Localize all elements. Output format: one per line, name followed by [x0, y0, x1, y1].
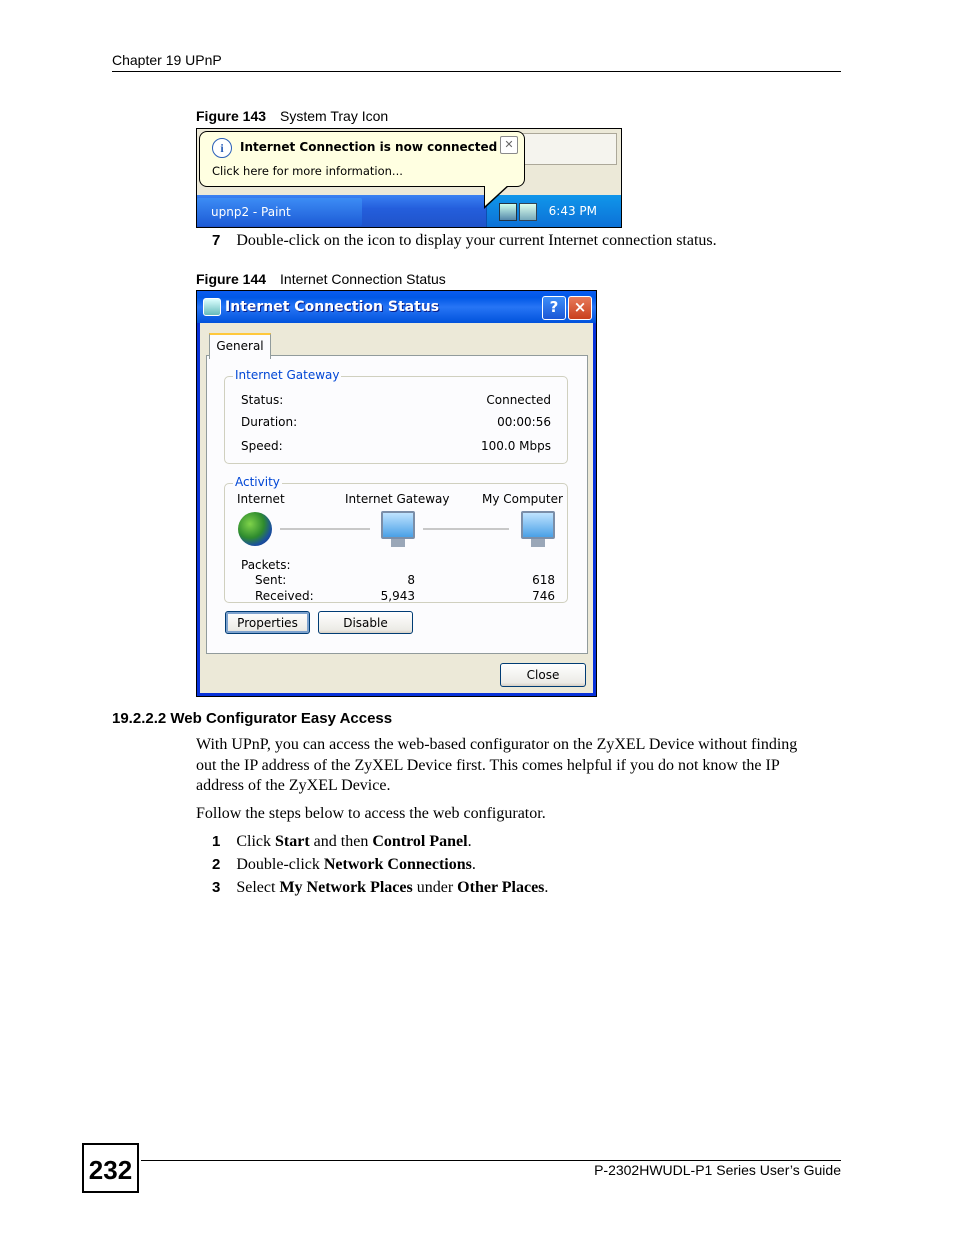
speed-value: 100.0 Mbps [480, 439, 551, 453]
taskbar-button-paint[interactable]: upnp2 - Paint [197, 198, 362, 226]
group-label: Internet Gateway [235, 368, 340, 382]
close-button[interactable]: Close [500, 663, 586, 687]
footer-guide-title: P-2302HWUDL-P1 Series User’s Guide [594, 1162, 841, 1178]
close-window-button[interactable]: × [568, 296, 592, 320]
tray-clock: 6:43 PM [548, 204, 597, 218]
step-text-part: . [467, 833, 472, 850]
figure-144-caption [196, 271, 446, 287]
general-tab-panel [206, 355, 588, 654]
step-number: 2 [212, 856, 221, 873]
step-number: 3 [212, 879, 221, 896]
taskbar [197, 195, 621, 228]
notification-balloon[interactable] [199, 131, 525, 187]
balloon-body: Click here for more information... [212, 164, 403, 178]
internet-globe-icon [238, 512, 272, 546]
step-text-part: Double-click [236, 856, 324, 873]
ui-term: Start [275, 833, 310, 850]
paragraph-line: With UPnP, you can access the web-based configurator on the ZyXEL Device without finding [196, 736, 798, 753]
dialog-titlebar[interactable] [197, 291, 596, 323]
packets-label: Packets: [241, 558, 291, 572]
link-line [280, 528, 370, 530]
sent-label: Sent: [255, 573, 287, 587]
internet-gateway-group [224, 368, 568, 464]
disable-button[interactable]: Disable [318, 611, 413, 634]
duration-label: Duration: [241, 415, 298, 429]
computer-column-label: My Computer [482, 492, 563, 506]
step-text-part: . [544, 879, 549, 896]
step-number: 7 [212, 232, 221, 249]
network-icon [203, 298, 221, 316]
step-text [236, 833, 471, 850]
ui-term: Control Panel [372, 833, 468, 850]
step-text [236, 879, 548, 896]
balloon-tail [485, 184, 509, 206]
balloon-close-icon[interactable]: ✕ [500, 136, 518, 154]
figure-143-label: Figure 143 [196, 108, 267, 124]
dialog-body [200, 323, 593, 693]
balloon-title: Internet Connection is now connected [240, 140, 498, 154]
page-number: 232 [82, 1143, 139, 1193]
step-3 [212, 879, 548, 897]
paragraph-line: address of the ZyXEL Device. [196, 777, 391, 794]
step-text [236, 856, 476, 873]
section-heading: 19.2.2.2 Web Configurator Easy Access [112, 710, 393, 727]
paragraph-line: out the IP address of the ZyXEL Device first. This comes helpful if you do not know the IP [196, 756, 780, 774]
group-label: Activity [235, 475, 280, 489]
ui-term: Network Connections [323, 856, 472, 873]
sent-gateway-value: 8 [407, 573, 415, 587]
info-icon: i [212, 138, 232, 158]
computer-stand [531, 539, 545, 547]
properties-button[interactable]: Properties [225, 611, 310, 634]
internet-connection-status-dialog [196, 290, 597, 697]
received-label: Received: [255, 589, 314, 603]
ui-term: Other Places [457, 879, 545, 896]
gateway-computer-icon [381, 511, 415, 539]
received-computer-value: 746 [532, 589, 555, 603]
figure-143-title: System Tray Icon [280, 108, 389, 124]
network-icon[interactable] [519, 203, 537, 221]
tab-general[interactable]: General [209, 333, 271, 359]
duration-value: 00:00:56 [497, 415, 551, 429]
speed-label: Speed: [241, 439, 283, 453]
dialog-title: Internet Connection Status [225, 299, 440, 315]
header-rule [112, 71, 841, 72]
activity-group [224, 475, 568, 603]
step-number: 1 [212, 833, 221, 850]
figure-143-caption [196, 108, 388, 124]
received-gateway-value: 5,943 [380, 589, 415, 603]
sent-computer-value: 618 [532, 573, 555, 587]
step-text-part: Select [236, 879, 280, 896]
link-line [423, 528, 509, 530]
gateway-column-label: Internet Gateway [345, 492, 450, 506]
figure-144-title: Internet Connection Status [280, 271, 446, 287]
step-text-part: Click [236, 833, 276, 850]
intro-paragraph [196, 735, 846, 797]
ui-term: My Network Places [279, 879, 413, 896]
step-text: Double-click on the icon to display your current Internet connection status. [236, 232, 717, 249]
help-button[interactable]: ? [542, 296, 566, 320]
status-value: Connected [486, 393, 551, 407]
my-computer-icon [521, 511, 555, 539]
internet-column-label: Internet [237, 492, 285, 506]
step-1 [212, 833, 472, 851]
step-2 [212, 856, 476, 874]
step-text-part: . [471, 856, 476, 873]
running-header: Chapter 19 UPnP [112, 52, 222, 68]
window-fragment [515, 133, 617, 165]
step-text-part: and then [309, 833, 373, 850]
status-label: Status: [241, 393, 284, 407]
footer-rule [141, 1160, 841, 1161]
steps-intro: Follow the steps below to access the web configurator. [196, 805, 546, 822]
step-text-part: under [412, 879, 458, 896]
figure-144-label: Figure 144 [196, 271, 267, 287]
system-tray-screenshot [196, 128, 622, 228]
gateway-stand [391, 539, 405, 547]
step-7 [212, 232, 717, 250]
